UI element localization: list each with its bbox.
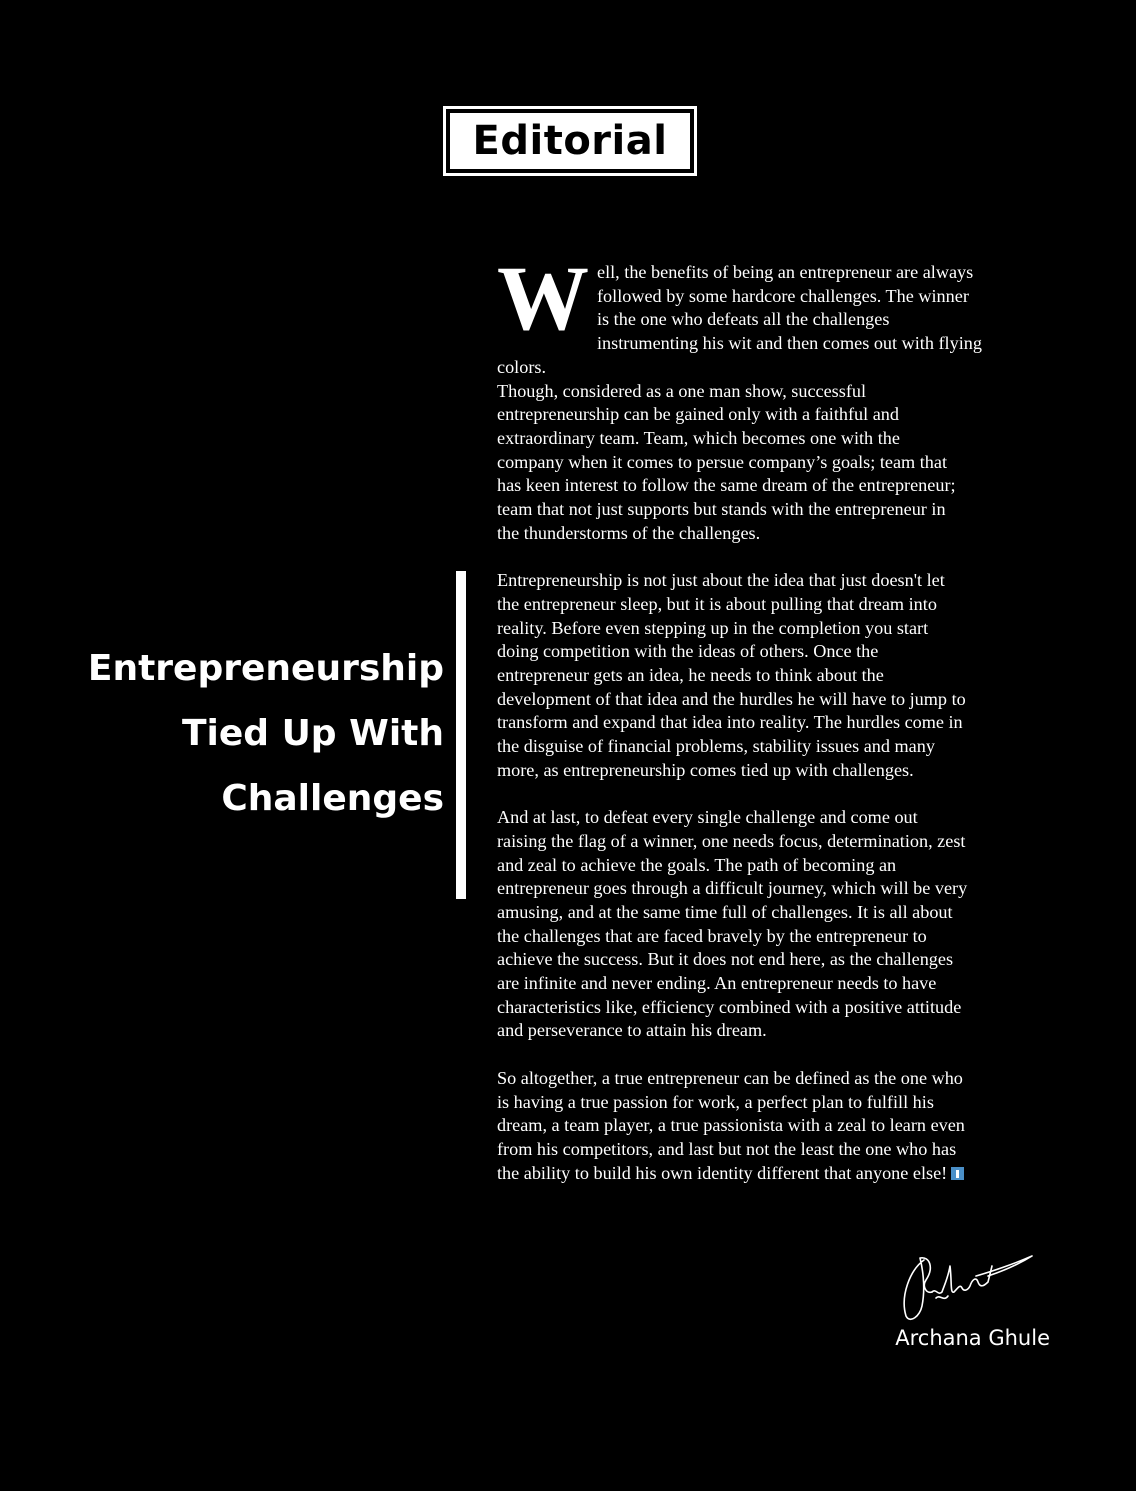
section-title: Editorial	[472, 118, 668, 164]
headline-divider-bar	[456, 571, 466, 899]
article-paragraph-2: Entrepreneurship is not just about the idea that just doesn't let the entrepreneur sleep, but it is about pulling that dream into reality. Before even stepping up in the completion you start doing competition with the ideas of others. Once the entrepreneur gets an idea, he needs to think about the development of that idea and the hurdles he will have to jump to transform and expand that idea into reality. The hurdles come in the disguise of financial problems, stability issues and many more, as entrepreneurship comes tied up with challenges.	[497, 570, 966, 780]
headline-line-3: Challenges	[221, 778, 444, 819]
headline-line-1: Entrepreneurship	[87, 648, 444, 689]
article-body	[497, 247, 1009, 1209]
end-of-article-icon	[951, 1167, 964, 1180]
article-paragraph-1	[497, 247, 1009, 545]
article-headline	[40, 636, 444, 831]
editorial-header-inner	[450, 113, 690, 169]
signature-image	[896, 1236, 1036, 1326]
article-paragraph-4	[497, 1067, 1009, 1186]
drop-cap: W	[497, 247, 589, 349]
paragraph-1-text: ell, the benefits of being an entrepreneur are always followed by some hardcore challenges. The winner is the one who defeats all the challenges instrumenting his wit and then comes out with flying colors. Though, considered as a one man show, successful entrepreneurship can be gained only with a faithful and extraordinary team. Team, which becomes one with the company when it comes to persue company’s goals; team that has keen interest to follow the same dream of the entrepreneur; team that not just supports but stands with the entrepreneur in the thunderstorms of the challenges.	[497, 262, 982, 543]
headline-line-2: Tied Up With	[181, 713, 444, 754]
editorial-header-box	[443, 106, 697, 176]
article-paragraph-3: And at last, to defeat every single challenge and come out raising the flag of a winner, one needs focus, determination, zest and zeal to achieve the goals. The path of becoming an entrepreneur goes through a difficult journey, which will be very amusing, and at the same time full of challenges. It is all about the challenges that are faced bravely by the entrepreneur to achieve the success. But it does not end here, as the challenges are infinite and never ending. An entrepreneur needs to have characteristics like, efficiency combined with a positive attitude and perseverance to attain his dream.	[497, 807, 968, 1041]
paragraph-4-text: So altogether, a true entrepreneur can be defined as the one who is having a true passion for work, a perfect plan to fulfill his dream, a team player, a true passionista with a zeal to learn even from his competitors, and last but not the least the one who has the ability to build his own identity different that anyone else!	[497, 1067, 965, 1183]
author-name: Archana Ghule	[895, 1326, 1050, 1350]
